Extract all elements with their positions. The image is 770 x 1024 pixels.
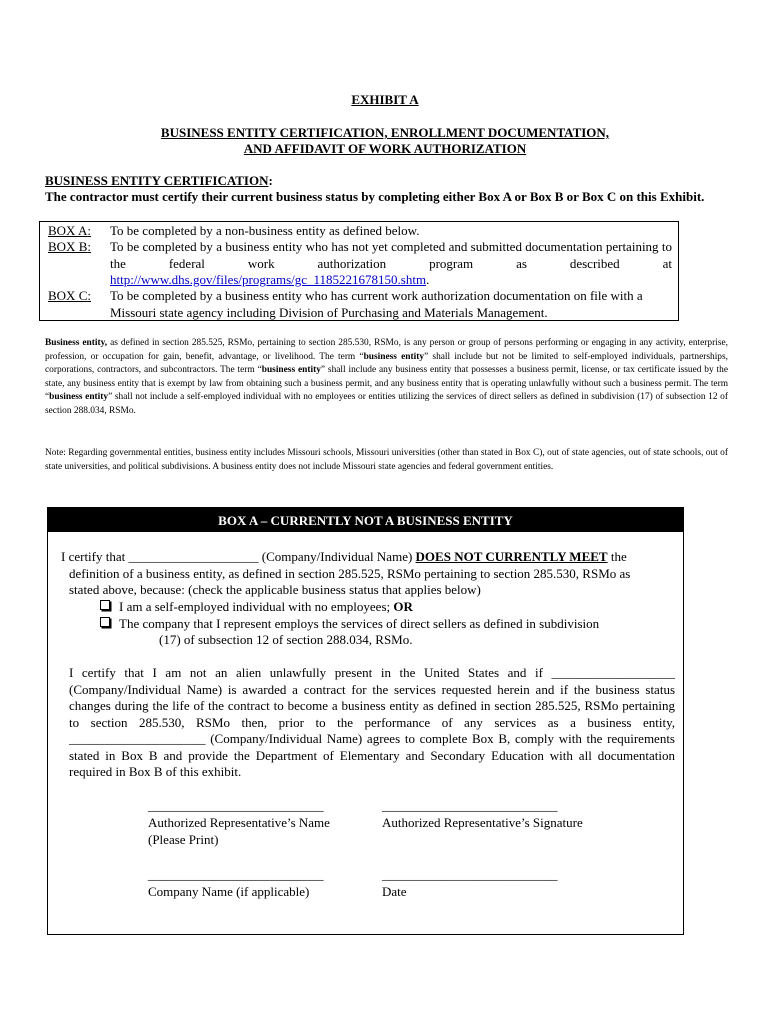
direct-sellers-option-continued: (17) of subsection 12 of section 288.034, RSMo.	[159, 632, 413, 647]
company-name-field[interactable]	[148, 866, 324, 900]
box-c-description: To be completed by a business entity who has current work authorization documentation on file with a Missouri state agency including Division of Purchasing and Materials Management.	[110, 288, 643, 320]
does-not-meet-text: DOES NOT CURRENTLY MEET	[415, 549, 608, 564]
direct-sellers-checkbox[interactable]	[100, 617, 110, 627]
heading-line-2: AND AFFIDAVIT OF WORK AUTHORIZATION	[243, 140, 527, 156]
date-field[interactable]	[382, 866, 558, 900]
direct-sellers-option: The company that I represent employs the services of direct sellers as defined in subdivision	[100, 616, 599, 633]
rep-name-label: Authorized Representative’s Name	[148, 815, 330, 830]
business-entity-definition: Business entity, as defined in section 285.525, RSMo, pertaining to section 285.530, RSMo, is any person or group of persons performing or engaging in any activity, enterprise, profession, or occupation for gain, benefit, advantage, or livelihood. The term “business entity” shall include but not be limited to self-employed individuals, partnerships, corporations, contractors, and subcontractors. The term “business entity” shall include any business entity that possesses a business permit, license, or tax certificate issued by the state, any business entity that is exempt by law from obtaining such a business permit, and any business entity that is operating unlawfully without such a business permit. The term “business entity” shall not include a self-employed individual with no employees or entities utilizing the services of direct sellers as defined in subdivision (17) of subsection 12 of section 288.034, RSMo.	[45, 338, 728, 416]
governmental-entities-note: Note: Regarding governmental entities, business entity includes Missouri schools, Missouri universities (other than stated in Box C), out of state agencies, out of state schools, out of state universities, and political subdivisions. A business entity does not include Missouri state agencies and federal government entities.	[45, 448, 728, 472]
self-employed-checkbox[interactable]	[100, 600, 110, 610]
exhibit-title: EXHIBIT A	[351, 92, 419, 107]
box-c-label: BOX C:	[48, 288, 91, 303]
dhs-work-authorization-link[interactable]: http://www.dhs.gov/files/programs/gc_1185221678150.shtm	[110, 272, 427, 287]
rep-signature-field[interactable]	[382, 797, 583, 831]
box-a-certify-line: I certify that ____________________ (Company/Individual Name) DOES NOT CURRENTLY MEET the	[61, 549, 627, 564]
heading-line-1: BUSINESS ENTITY CERTIFICATION, ENROLLMENT DOCUMENTATION,	[160, 125, 610, 140]
box-options-table	[39, 221, 679, 321]
rep-signature-label: Authorized Representative’s Signature	[382, 815, 583, 830]
rep-name-sublabel: (Please Print)	[148, 832, 219, 847]
date-label: Date	[382, 884, 407, 899]
definition-term: Business entity,	[45, 338, 108, 348]
date-line[interactable]: ___________________________	[382, 867, 558, 882]
box-b-description: To be completed by a business entity who has not yet completed and submitted documentation pertaining to the federal work authorization program as described at http://www.dhs.gov/files/programs/gc_1185221678150.shtm.	[110, 239, 672, 287]
document-heading	[100, 125, 670, 156]
rep-name-field[interactable]	[148, 797, 330, 848]
box-a-header: BOX A – CURRENTLY NOT A BUSINESS ENTITY	[48, 508, 683, 532]
certification-title-colon: :	[268, 173, 273, 188]
box-a-form	[47, 507, 684, 935]
certification-title-text: BUSINESS ENTITY CERTIFICATION	[45, 173, 269, 188]
company-name-line[interactable]: ___________________________	[148, 867, 324, 882]
rep-signature-line[interactable]: ___________________________	[382, 798, 558, 813]
alien-certification-paragraph: I certify that I am not an alien unlawfully present in the United States and if ___________________ (Company/Individual Name) is awarded a contract for the services requested herein and if the business status changes during the life of the contract to become a business entity as defined in section 285.525, RSMo pertaining to section 285.530, RSMo then, prior to the performance of any services as a business entity, _____________________ (Company/Individual Name) agrees to complete Box B, comply with the requirements stated in Box B and provide the Department of Elementary and Secondary Education with all documentation required in Box B of this exhibit.	[69, 665, 675, 779]
box-a-label: BOX A:	[48, 223, 91, 238]
box-a-description: To be completed by a non-business entity as defined below.	[110, 223, 420, 238]
box-a-definition-line: definition of a business entity, as defined in section 285.525, RSMo pertaining to section 285.530, RSMo as	[69, 566, 631, 581]
rep-name-line[interactable]: ___________________________	[148, 798, 324, 813]
self-employed-option: I am a self-employed individual with no employees; OR	[100, 599, 413, 616]
box-b-label: BOX B:	[48, 239, 91, 254]
company-name-label: Company Name (if applicable)	[148, 884, 310, 899]
box-a-stated-line: stated above, because: (check the applicable business status that applies below)	[69, 582, 481, 597]
certification-instruction: The contractor must certify their current business status by completing either Box A or Box B or Box C on this Exhibit.	[45, 189, 705, 204]
certification-title	[45, 173, 273, 189]
